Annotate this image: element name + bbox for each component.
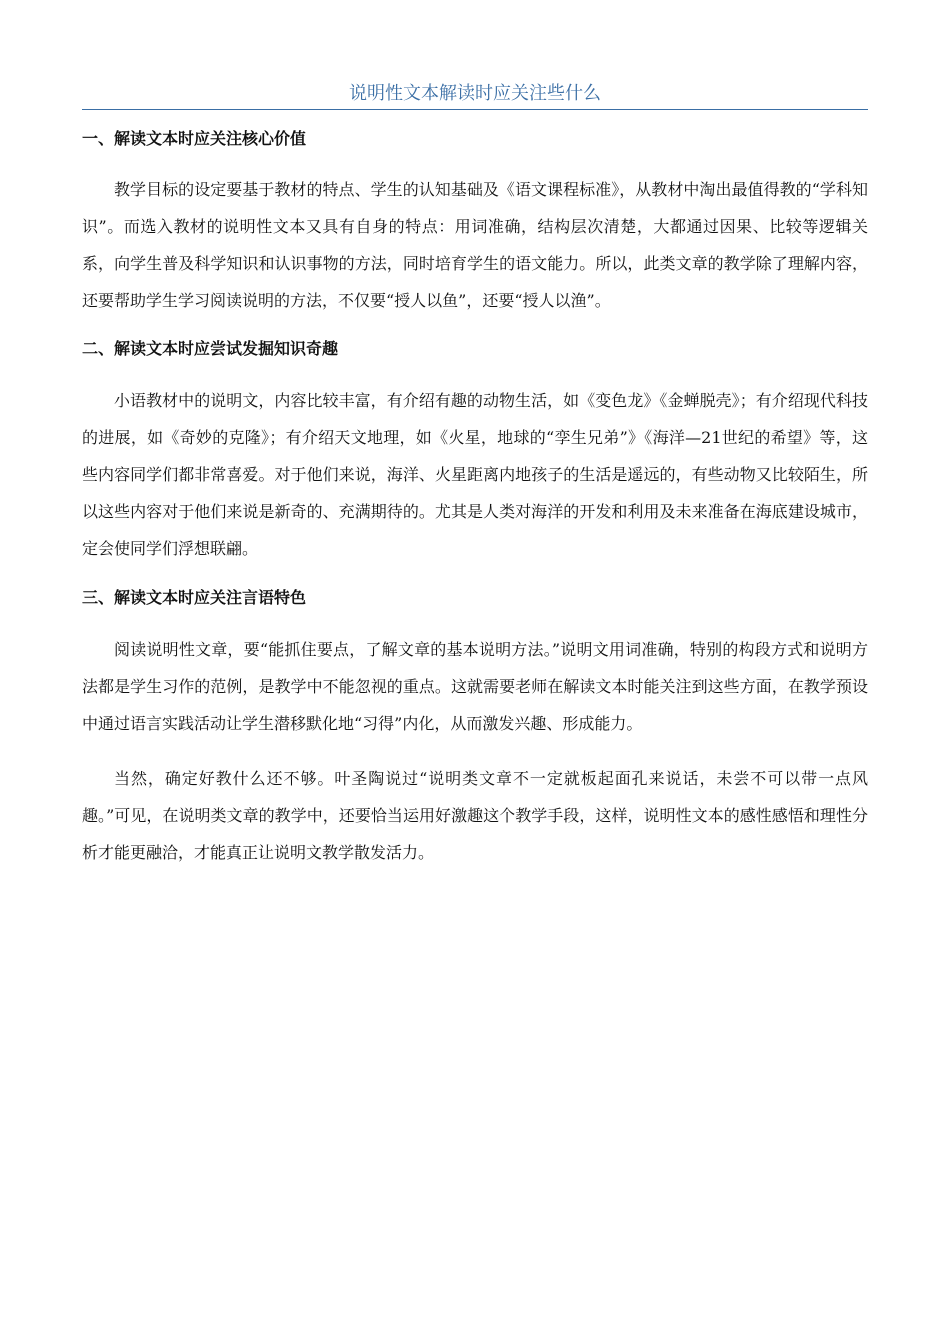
section-heading-knowledge-interest: 二、解读文本时应尝试发掘知识奇趣 [82,339,339,358]
section-paragraph-conclusion: 当然，确定好教什么还不够。叶圣陶说过“说明类文章不一定就板起面孔来说话，未尝不可以带一点风趣。”可见，在说明类文章的教学中，还要恰当运用好激趣这个教学手段，这样，说明性文本的感性感悟和理性分析才能更融洽，才能真正让说明文教学散发活力。 [82,769,868,862]
section-paragraph-knowledge-interest: 小语教材中的说明文，内容比较丰富，有介绍有趣的动物生活，如《变色龙》《金蝉脱壳》；有介绍现代科技的进展，如《奇妙的克隆》；有介绍天文地理，如《火星，地球的“孪生兄弟”》《海洋—21世纪的希望》等，这些内容同学们都非常喜爱。对于他们来说，海洋、火星距离内地孩子的生活是遥远的，有些动物又比较陌生，所以这些内容对于他们来说是新奇的、充满期待的。尤其是人类对海洋的开发和利用及未来准备在海底建设城市，定会使同学们浮想联翩。 [82,391,868,558]
document-page [82,80,868,871]
section-heading-core-value: 一、解读文本时应关注核心价值 [82,129,307,148]
section-heading-language-features: 三、解读文本时应关注言语特色 [82,588,307,607]
section-paragraph-core-value: 教学目标的设定要基于教材的特点、学生的认知基础及《语文课程标准》，从教材中淘出最值得教的“学科知识”。而选入教材的说明性文本又具有自身的特点：用词准确，结构层次清楚，大都通过因果、比较等逻辑关系，向学生普及科学知识和认识事物的方法，同时培育学生的语文能力。所以，此类文章的教学除了理解内容，还要帮助学生学习阅读说明的方法，不仅要“授人以鱼”，还要“授人以渔”。 [82,180,868,310]
document-title: 说明性文本解读时应关注些什么 [82,80,868,110]
section-paragraph-language-features: 阅读说明性文章，要“能抓住要点，了解文章的基本说明方法。”说明文用词准确，特别的构段方式和说明方法都是学生习作的范例，是教学中不能忽视的重点。这就需要老师在解读文本时能关注到这些方面，在教学预设中通过语言实践活动让学生潜移默化地“习得”内化，从而激发兴趣、形成能力。 [82,640,868,733]
